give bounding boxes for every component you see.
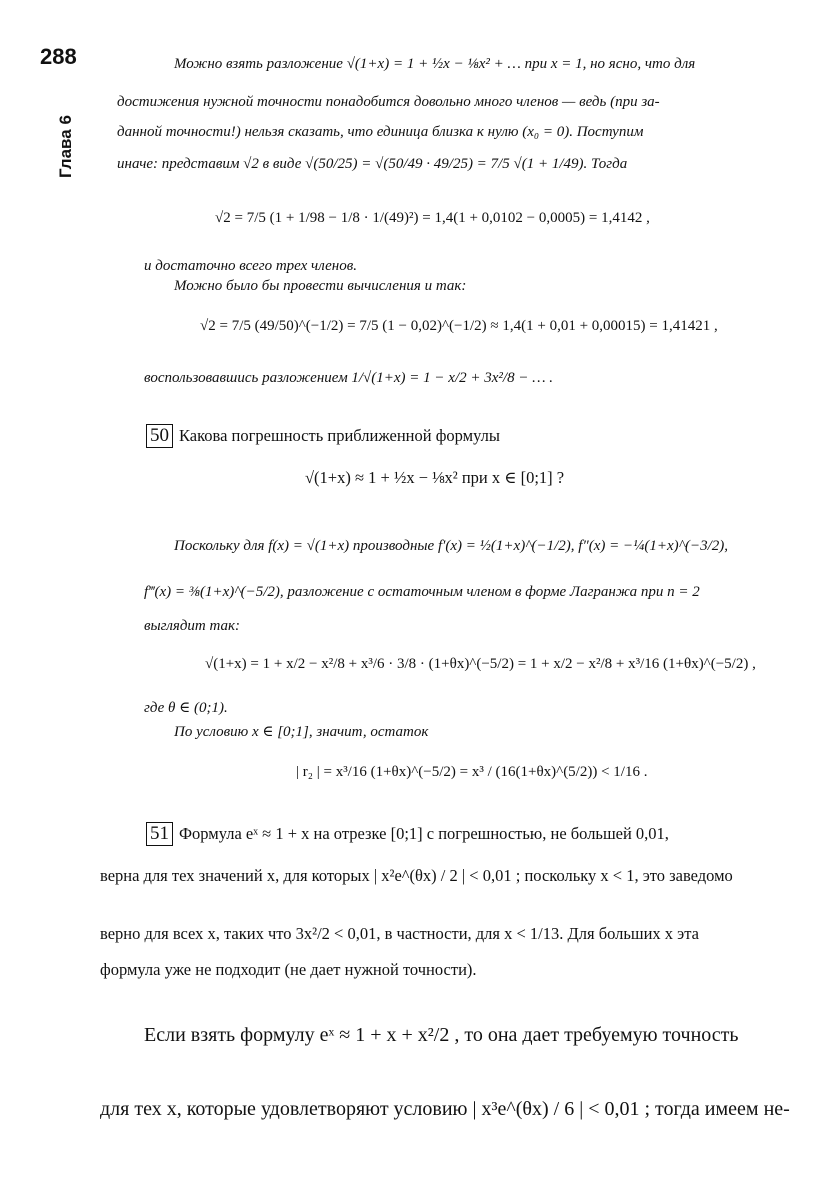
text-line-22: формула уже не подходит (не дает нужной точности). [100,960,477,979]
text-line-3: данной точности!) нельзя сказать, что единица близка к нулю (x₀ = 0). Поступим [117,124,644,140]
problem-51-line [146,822,669,846]
text-line-14: выглядит так: [144,618,241,634]
text-line-21: верно для всех x, таких что 3x²/2 < 0,01, в частности, для x < 1/13. Для больших x эта [100,924,700,943]
formula-line-11: √(1+x) ≈ 1 + ½x − ⅛x² при x ∈ [0;1] ? [305,468,565,487]
text-line-9: воспользовавшись разложением 1/√(1+x) = 1 − x/2 + 3x²/8 − … . [144,370,554,386]
text-line-7: Можно было бы провести вычисления и так: [174,278,467,294]
formula-line-18: | r₂ | = x³/16 (1+θx)^(−5/2) = x³ / (16(1+θx)^(5/2)) < 1/16 . [296,764,648,780]
problem-number-box-51: 51 [146,822,173,846]
text-line-23: Если взять формулу eˣ ≈ 1 + x + x²/2 , то она дает требуемую точность [144,1024,739,1046]
problem-number-box-50: 50 [146,424,173,448]
chapter-label: Глава 6 [56,115,75,178]
formula-line-5: √2 = 7/5 (1 + 1/98 − 1/8 · 1/(49)²) = 1,4(1 + 0,0102 − 0,0005) = 1,4142 , [215,210,650,226]
text-line-12: Поскольку для f(x) = √(1+x) производные f′(x) = ½(1+x)^(−1/2), f″(x) = −¼(1+x)^(−3/2), [174,538,728,554]
formula-line-8: √2 = 7/5 (49/50)^(−1/2) = 7/5 (1 − 0,02)^(−1/2) ≈ 1,4(1 + 0,01 + 0,00015) = 1,41421 , [200,318,718,334]
text-line-20: верна для тех значений x, для которых | x²e^(θx) / 2 | < 0,01 ; поскольку x < 1, это заведомо [100,866,733,885]
text-line-17: По условию x ∈ [0;1], значит, остаток [174,724,429,740]
text-line-4: иначе: представим √2 в виде √(50/25) = √(50/49 · 49/25) = 7/5 √(1 + 1/49). Тогда [117,156,628,172]
text-line-2: достижения нужной точности понадобится довольно много членов — ведь (при за- [117,94,660,110]
problem-50-line [146,424,500,448]
text-line-13: f‴(x) = ⅜(1+x)^(−5/2), разложение с остаточным членом в форме Лагранжа при n = 2 [144,584,700,600]
text-line-24: для тех x, которые удовлетворяют условию | x³e^(θx) / 6 | < 0,01 ; тогда имеем не- [100,1098,790,1120]
text-line-6: и достаточно всего трех членов. [144,258,357,274]
formula-line-15: √(1+x) = 1 + x/2 − x²/8 + x³/6 · 3/8 · (1+θx)^(−5/2) = 1 + x/2 − x²/8 + x³/16 (1+θx)^(−5/2) , [205,656,756,672]
page-number: 288 [40,44,77,69]
text-line-1: Можно взять разложение √(1+x) = 1 + ½x − ⅛x² + … при x = 1, но ясно, что для [174,56,696,72]
problem-51-statement: Формула eˣ ≈ 1 + x на отрезке [0;1] с погрешностью, не большей 0,01, [179,824,669,843]
problem-50-statement: Какова погрешность приближенной формулы [179,426,500,445]
text-line-16: где θ ∈ (0;1). [144,700,228,716]
